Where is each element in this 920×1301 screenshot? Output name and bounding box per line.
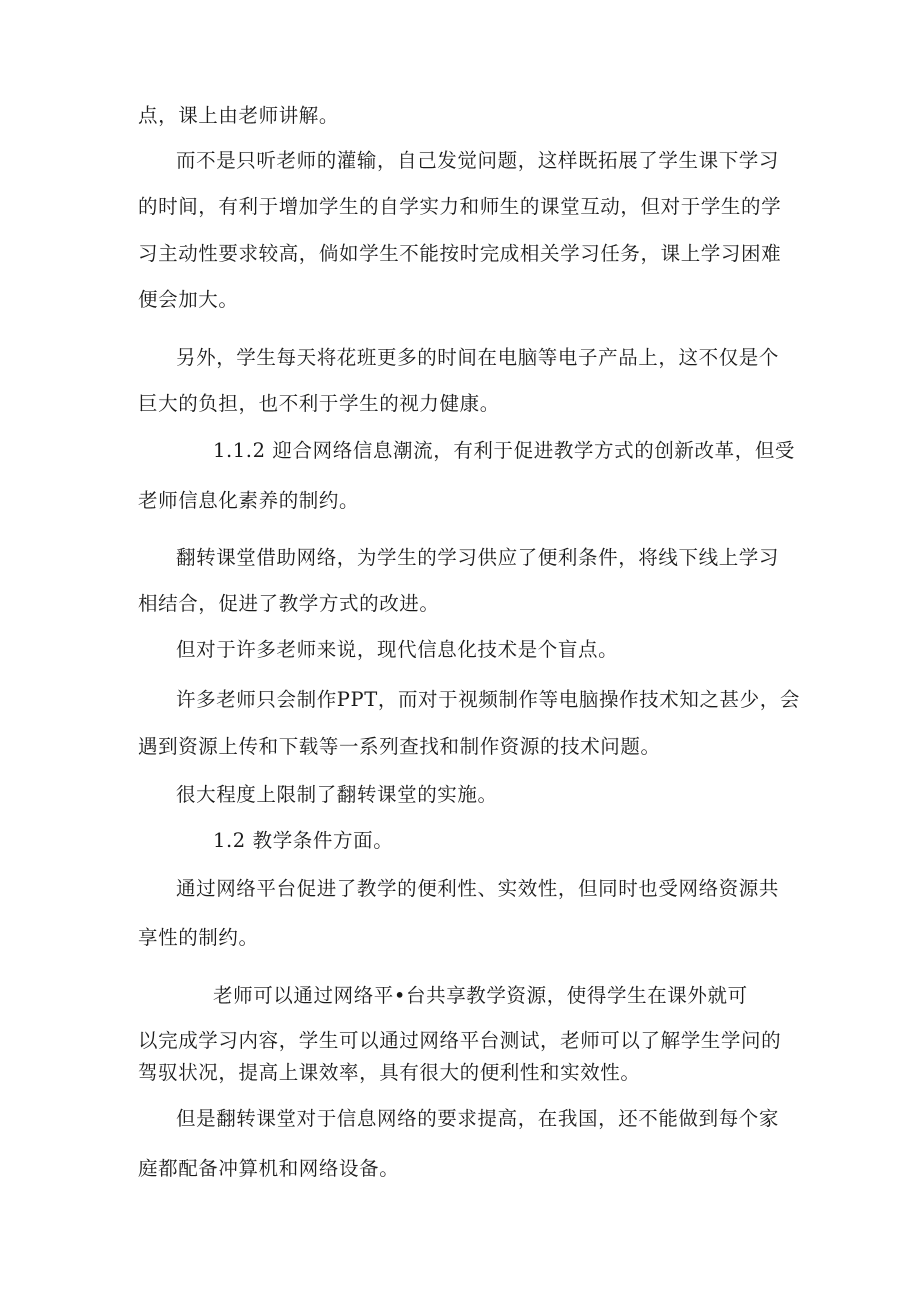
text-line: 点，课上由老师讲解。 [138, 104, 340, 127]
text-line: 巨大的负担，也不利于学生的视力健康。 [138, 392, 500, 415]
text-line: 翻转课堂借助网络，为学生的学习供应了便利条件，将线下线上学习 [176, 546, 780, 569]
text-line: 的时间，有利于增加学生的自学实力和师生的课堂互动，但对于学生的学 [138, 195, 782, 218]
section-heading: 1.2 教学条件方面。 [213, 829, 394, 852]
text-line: 通过网络平台促进了教学的便利性、实效性，但同时也受网络资源共 [176, 877, 780, 900]
text-line: 庭都配备冲算机和网络设备。 [138, 1157, 400, 1180]
text-line: 老师信息化素养的制约。 [138, 489, 360, 512]
text-line: 许多老师只会制作PPT，而对于视频制作等电脑操作技术知之甚少，会 [176, 688, 800, 711]
text-line: 以完成学习内容，学生可以通过网络平台测试，老师可以了解学生学问的 [138, 1029, 782, 1052]
text-line: 老师可以通过网络平•台共享教学资源，使得学生在课外就可 [213, 984, 748, 1007]
text-line: 但对于许多老师来说，现代信息化技术是个盲点。 [176, 638, 619, 661]
section-heading: 1.1.2 迎合网络信息潮流，有利于促进教学方式的创新改革，但受 [213, 439, 796, 462]
text-line: 便会加大。 [138, 288, 239, 311]
text-line: 遇到资源上传和下载等一系列查找和制作资源的技术问题。 [138, 735, 661, 758]
text-line: 相结合，促进了教学方式的改进。 [138, 592, 440, 615]
text-line: 习主动性要求较高，倘如学生不能按时完成相关学习任务，课上学习困难 [138, 242, 782, 265]
text-line: 但是翻转课堂对于信息网络的要求提高，在我国，还不能做到每个家 [176, 1107, 780, 1130]
text-line: 驾驭状况，提高上课效率，具有很大的便利性和实效性。 [138, 1061, 641, 1084]
text-line: 享性的制约。 [138, 926, 259, 949]
text-line: 很大程度上限制了翻转课堂的实施。 [176, 783, 498, 806]
text-line: 而不是只听老师的灌输，自己发觉问题，这样既拓展了学生课下学习 [176, 149, 780, 172]
text-line: 另外，学生每天将花班更多的时间在电脑等电子产品上，这不仅是个 [176, 346, 780, 369]
